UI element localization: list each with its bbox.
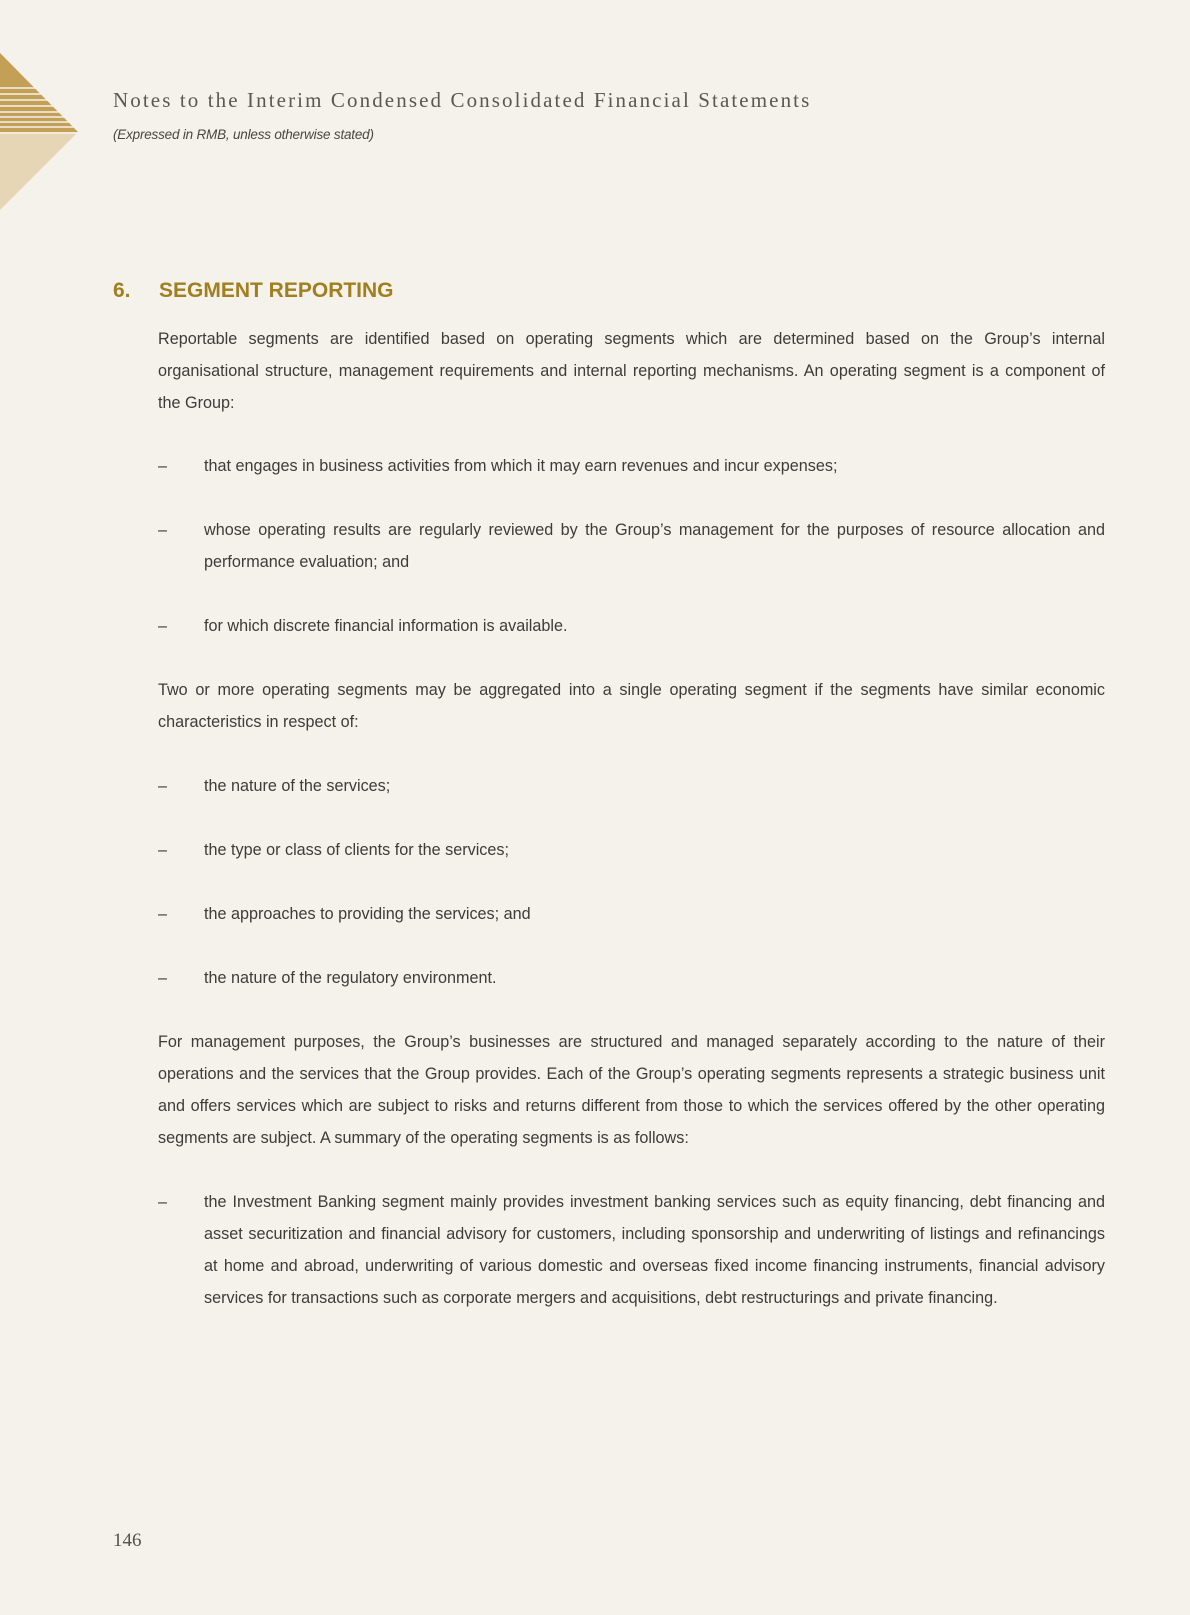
section-number: 6. xyxy=(113,279,131,302)
component-bullet-1 xyxy=(158,450,1105,482)
aggregation-bullet-3 xyxy=(158,898,1105,930)
component-bullet-3 xyxy=(158,610,1105,642)
aggregation-bullet-2 xyxy=(158,834,1105,866)
page-header-title: Notes to the Interim Condensed Consolidated Financial Statements xyxy=(113,88,812,112)
aggregation-bullet-4 xyxy=(158,962,1105,994)
dash-bullet-icon: – xyxy=(158,969,168,987)
corner-decoration xyxy=(0,0,90,220)
aggregation-block xyxy=(158,674,1105,738)
dash-bullet-icon: – xyxy=(158,521,168,539)
intro-paragraph: Reportable segments are identified based on operating segments which are determined based on the Group’s internal organisational structure, management requirements and internal reporting mechanisms. An operating segment is a component of the Group: xyxy=(158,330,1105,412)
intro-block xyxy=(158,323,1105,419)
bullet-text: the approaches to providing the services; and xyxy=(204,905,531,923)
dash-bullet-icon: – xyxy=(158,617,168,635)
section-title: SEGMENT REPORTING xyxy=(159,279,394,302)
management-paragraph: For management purposes, the Group’s businesses are structured and managed separately according to the nature of their operations and the services that the Group provides. Each of the Group’s operating segments represents a strategic business unit and offers services which are subject to risks and returns different from those to which the services offered by the other operating segments are subject. A summary of the operating segments is as follows: xyxy=(158,1033,1105,1147)
section-heading xyxy=(113,279,394,303)
dash-bullet-icon: – xyxy=(158,1193,168,1211)
dash-bullet-icon: – xyxy=(158,777,168,795)
management-block xyxy=(158,1026,1105,1154)
dash-bullet-icon: – xyxy=(158,457,168,475)
bullet-text: the Investment Banking segment mainly provides investment banking services such as equity financing, debt financing and asset securitization and financial advisory for customers, including sponsorship and underwriting of listings and refinancings at home and abroad, underwriting of various domestic and overseas fixed income financing instruments, financial advisory services for transactions such as corporate mergers and acquisitions, debt restructurings and private financing. xyxy=(204,1193,1105,1307)
component-bullet-2 xyxy=(158,514,1105,578)
aggregation-paragraph: Two or more operating segments may be aggregated into a single operating segment if the segments have similar economic characteristics in respect of: xyxy=(158,681,1105,731)
bullet-text: the type or class of clients for the services; xyxy=(204,841,509,859)
bullet-text: that engages in business activities from which it may earn revenues and incur expenses; xyxy=(204,457,838,475)
bullet-text: the nature of the services; xyxy=(204,777,391,795)
bullet-text: for which discrete financial information is available. xyxy=(204,617,568,635)
page-number: 146 xyxy=(113,1530,142,1551)
segment-bullet-investment-banking xyxy=(158,1186,1105,1314)
dash-bullet-icon: – xyxy=(158,905,168,923)
page-header-subtitle: (Expressed in RMB, unless otherwise stated) xyxy=(113,127,374,142)
dash-bullet-icon: – xyxy=(158,841,168,859)
bullet-text: whose operating results are regularly reviewed by the Group’s management for the purposes of resource allocation and performance evaluation; and xyxy=(204,521,1105,571)
bullet-text: the nature of the regulatory environment. xyxy=(204,969,497,987)
aggregation-bullet-1 xyxy=(158,770,1105,802)
